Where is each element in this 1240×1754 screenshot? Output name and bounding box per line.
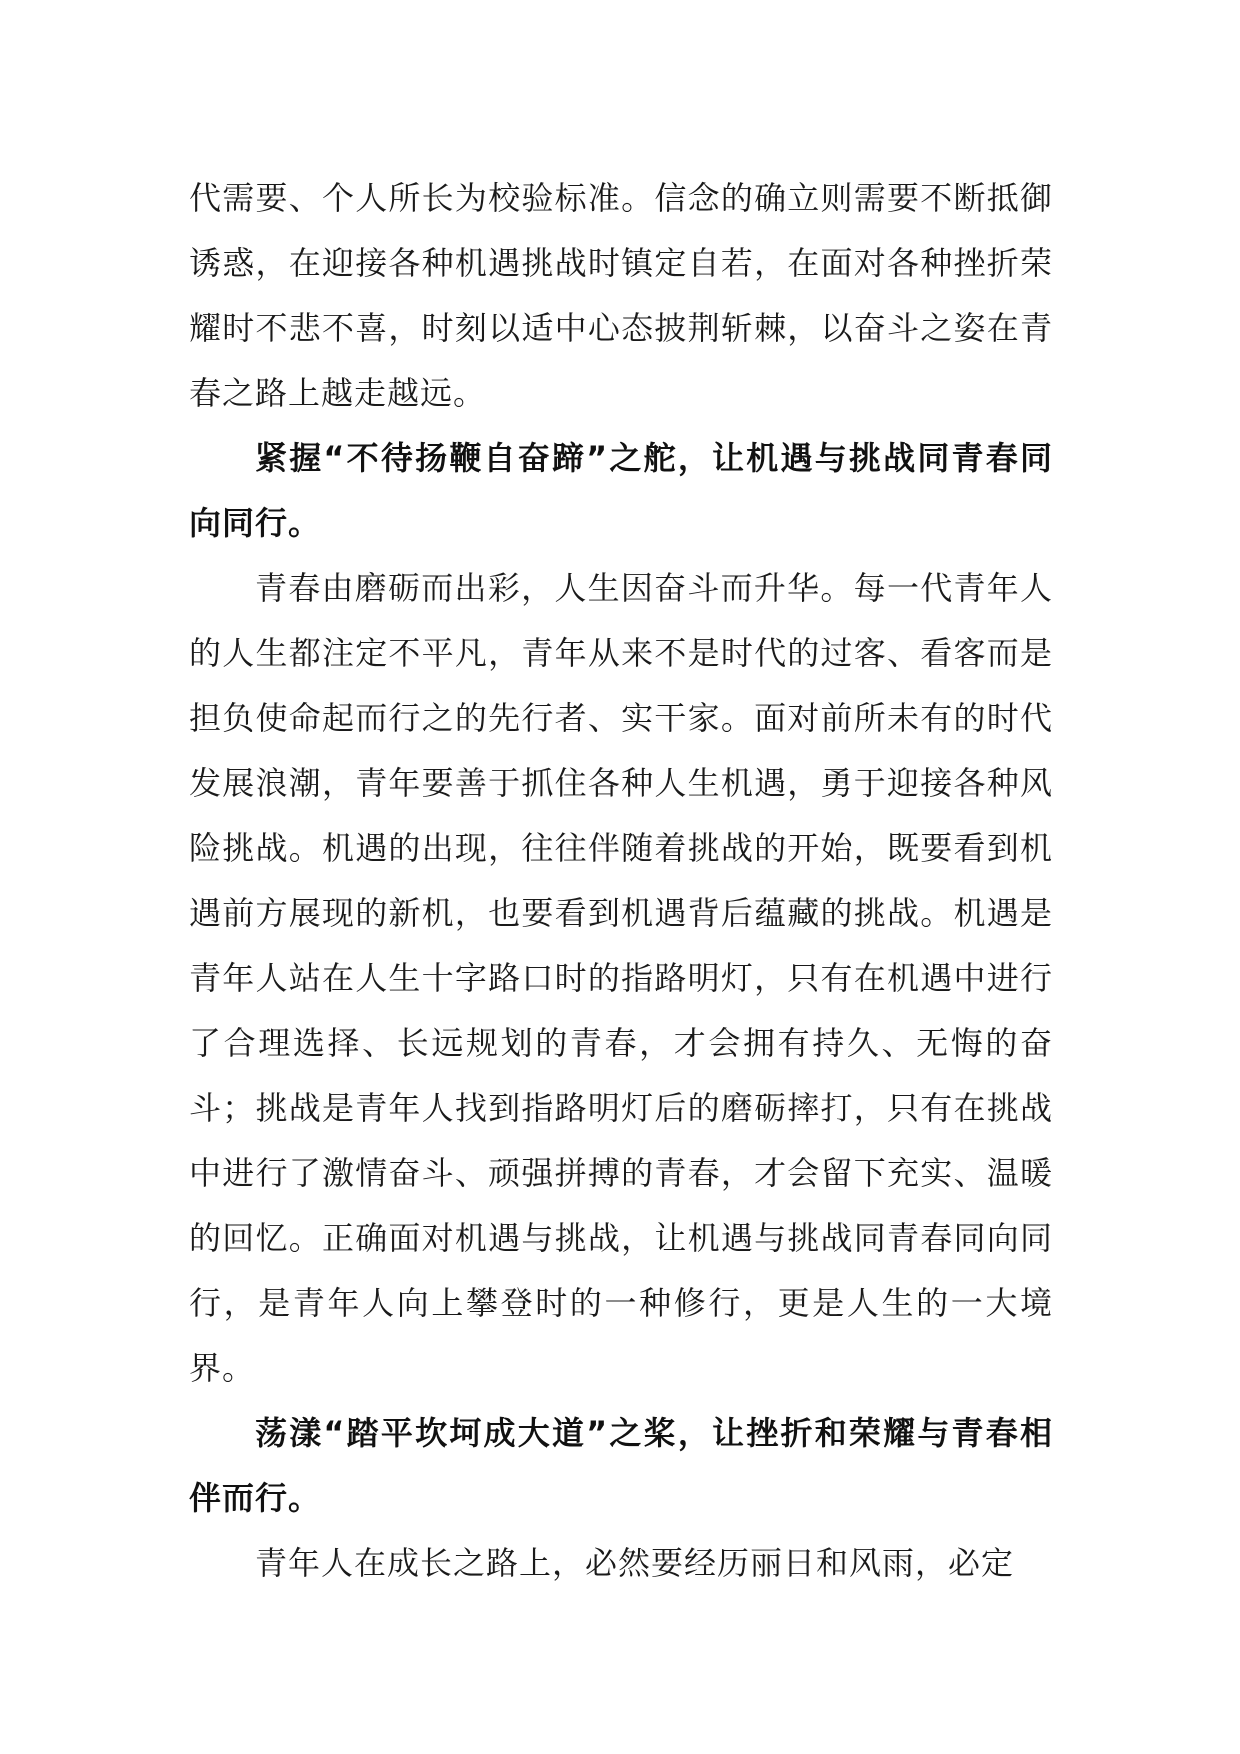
section-heading-opportunity: 紧握“不待扬鞭自奋蹄”之舵，让机遇与挑战同青春同向同行。 — [189, 439, 1053, 542]
document-body — [189, 166, 1053, 1596]
paragraph-continuation: 代需要、个人所长为校验标准。信念的确立则需要不断抵御诱惑，在迎接各种机遇挑战时镇定自若，在面对各种挫折荣耀时不悲不喜，时刻以适中心态披荆斩棘，以奋斗之姿在青春之路上越走越远。 — [189, 179, 1053, 412]
paragraph-opportunity: 青春由磨砺而出彩，人生因奋斗而升华。每一代青年人的人生都注定不平凡，青年从来不是时代的过客、看客而是担负使命起而行之的先行者、实干家。面对前所未有的时代发展浪潮，青年要善于抓住各种人生机遇，勇于迎接各种风险挑战。机遇的出现，往往伴随着挑战的开始，既要看到机遇前方展现的新机，也要看到机遇背后蕴藏的挑战。机遇是青年人站在人生十字路口时的指路明灯，只有在机遇中进行了合理选择、长远规划的青春，才会拥有持久、无悔的奋斗；挑战是青年人找到指路明灯后的磨砺摔打，只有在挑战中进行了激情奋斗、顽强拼搏的青春，才会留下充实、温暖的回忆。正确面对机遇与挑战，让机遇与挑战同青春同向同行，是青年人向上攀登时的一种修行，更是人生的一大境界。 — [189, 569, 1053, 1387]
paragraph-setbacks: 青年人在成长之路上，必然要经历丽日和风雨，必定 — [255, 1544, 1015, 1582]
section-heading-setbacks: 荡漾“踏平坎坷成大道”之桨，让挫折和荣耀与青春相伴而行。 — [189, 1414, 1053, 1517]
